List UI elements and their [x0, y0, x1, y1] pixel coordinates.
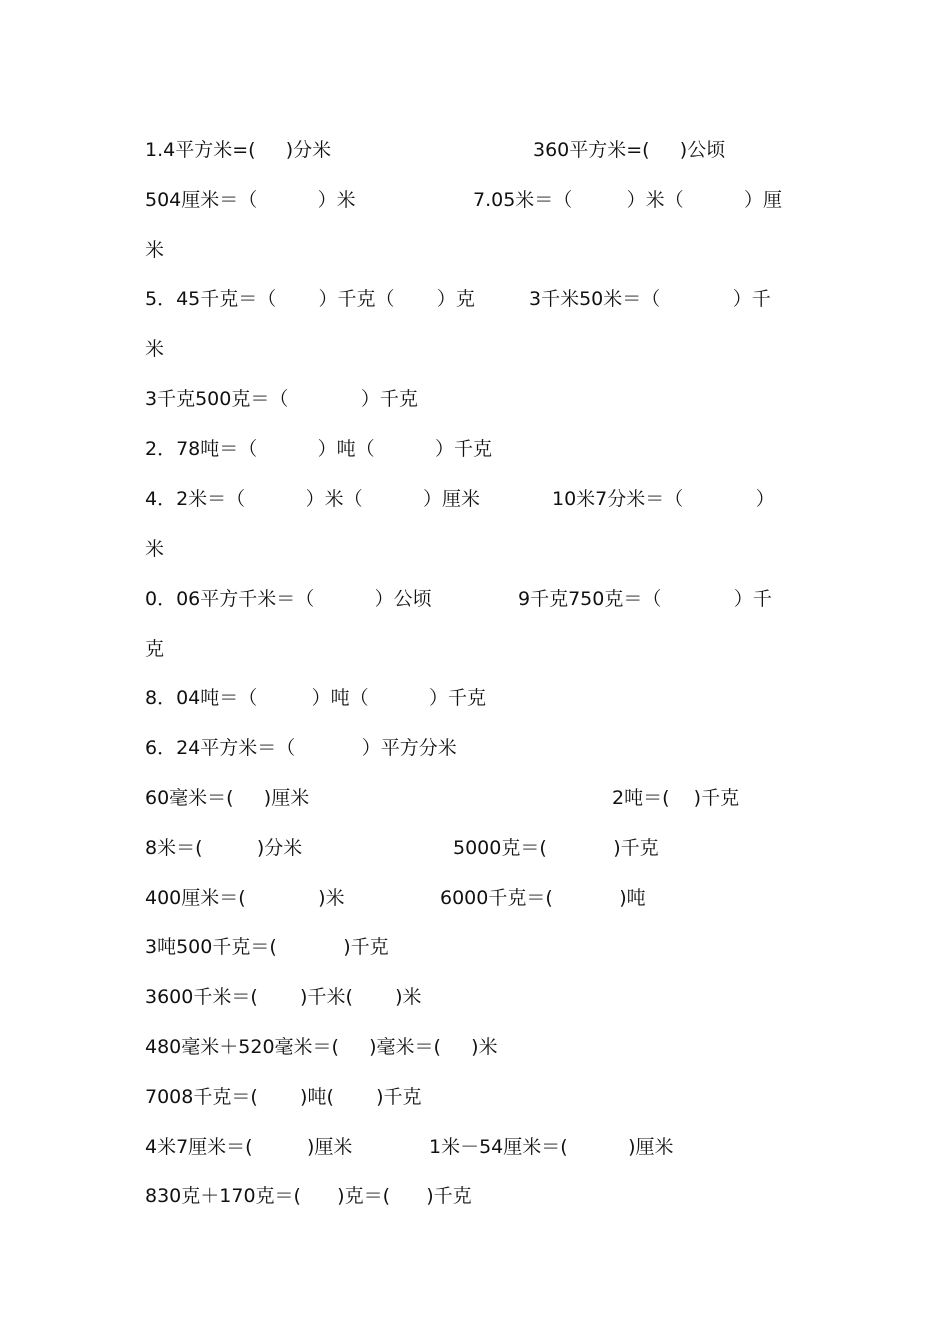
problem-9a: 6．24平方米＝（ ）平方分米 — [145, 737, 457, 759]
problem-17a: 4米7厘米＝( )厘米 — [145, 1136, 353, 1158]
problem-3a: 5．45千克＝（ ）千克（ ）克 — [145, 288, 475, 310]
problem-2b: 7.05米＝（ ）米（ ）厘 — [473, 189, 783, 211]
problem-10b: 2吨＝( )千克 — [612, 787, 740, 809]
problem-6-wrap: 米 — [145, 538, 165, 560]
problem-14a: 3600千米＝( )千米( )米 — [145, 986, 422, 1008]
problem-3b: 3千米50米＝（ ）千 — [529, 288, 771, 310]
problem-6b: 10米7分米＝（ ） — [552, 488, 775, 510]
problem-1b: 360平方米=( )公顷 — [533, 139, 726, 161]
problem-4a: 3千克500克＝（ ）千克 — [145, 388, 418, 410]
problem-12b: 6000千克＝( )吨 — [440, 887, 646, 909]
problem-3-wrap: 米 — [145, 338, 165, 360]
problem-15a: 480毫米＋520毫米＝( )毫米＝( )米 — [145, 1036, 498, 1058]
problem-8a: 8．04吨＝（ ）吨（ ）千克 — [145, 687, 487, 709]
problem-2-wrap: 米 — [145, 239, 165, 261]
problem-5a: 2．78吨＝（ ）吨（ ）千克 — [145, 438, 493, 460]
problem-13a: 3吨500千克＝( )千克 — [145, 936, 389, 958]
problem-2a: 504厘米＝（ ）米 — [145, 189, 356, 211]
problem-10a: 60毫米＝( )厘米 — [145, 787, 310, 809]
problem-7b: 9千克750克＝（ ）千 — [518, 588, 772, 610]
problem-7a: 0．06平方千米＝（ ）公顷 — [145, 588, 432, 610]
problem-line-18 — [145, 1183, 472, 1261]
problem-11a: 8米＝( )分米 — [145, 837, 303, 859]
problem-16a: 7008千克＝( )吨( )千克 — [145, 1086, 422, 1108]
problem-6a: 4．2米＝（ ）米（ ）厘米 — [145, 488, 480, 510]
problem-12a: 400厘米＝( )米 — [145, 887, 345, 909]
problem-18a: 830克＋170克＝( )克＝( )千克 — [145, 1185, 472, 1207]
problem-7-wrap: 克 — [145, 638, 165, 660]
problem-17b: 1米－54厘米＝( )厘米 — [429, 1136, 674, 1158]
problem-1a: 1.4平方米=( )分米 — [145, 139, 332, 161]
problem-11b: 5000克＝( )千克 — [453, 837, 659, 859]
